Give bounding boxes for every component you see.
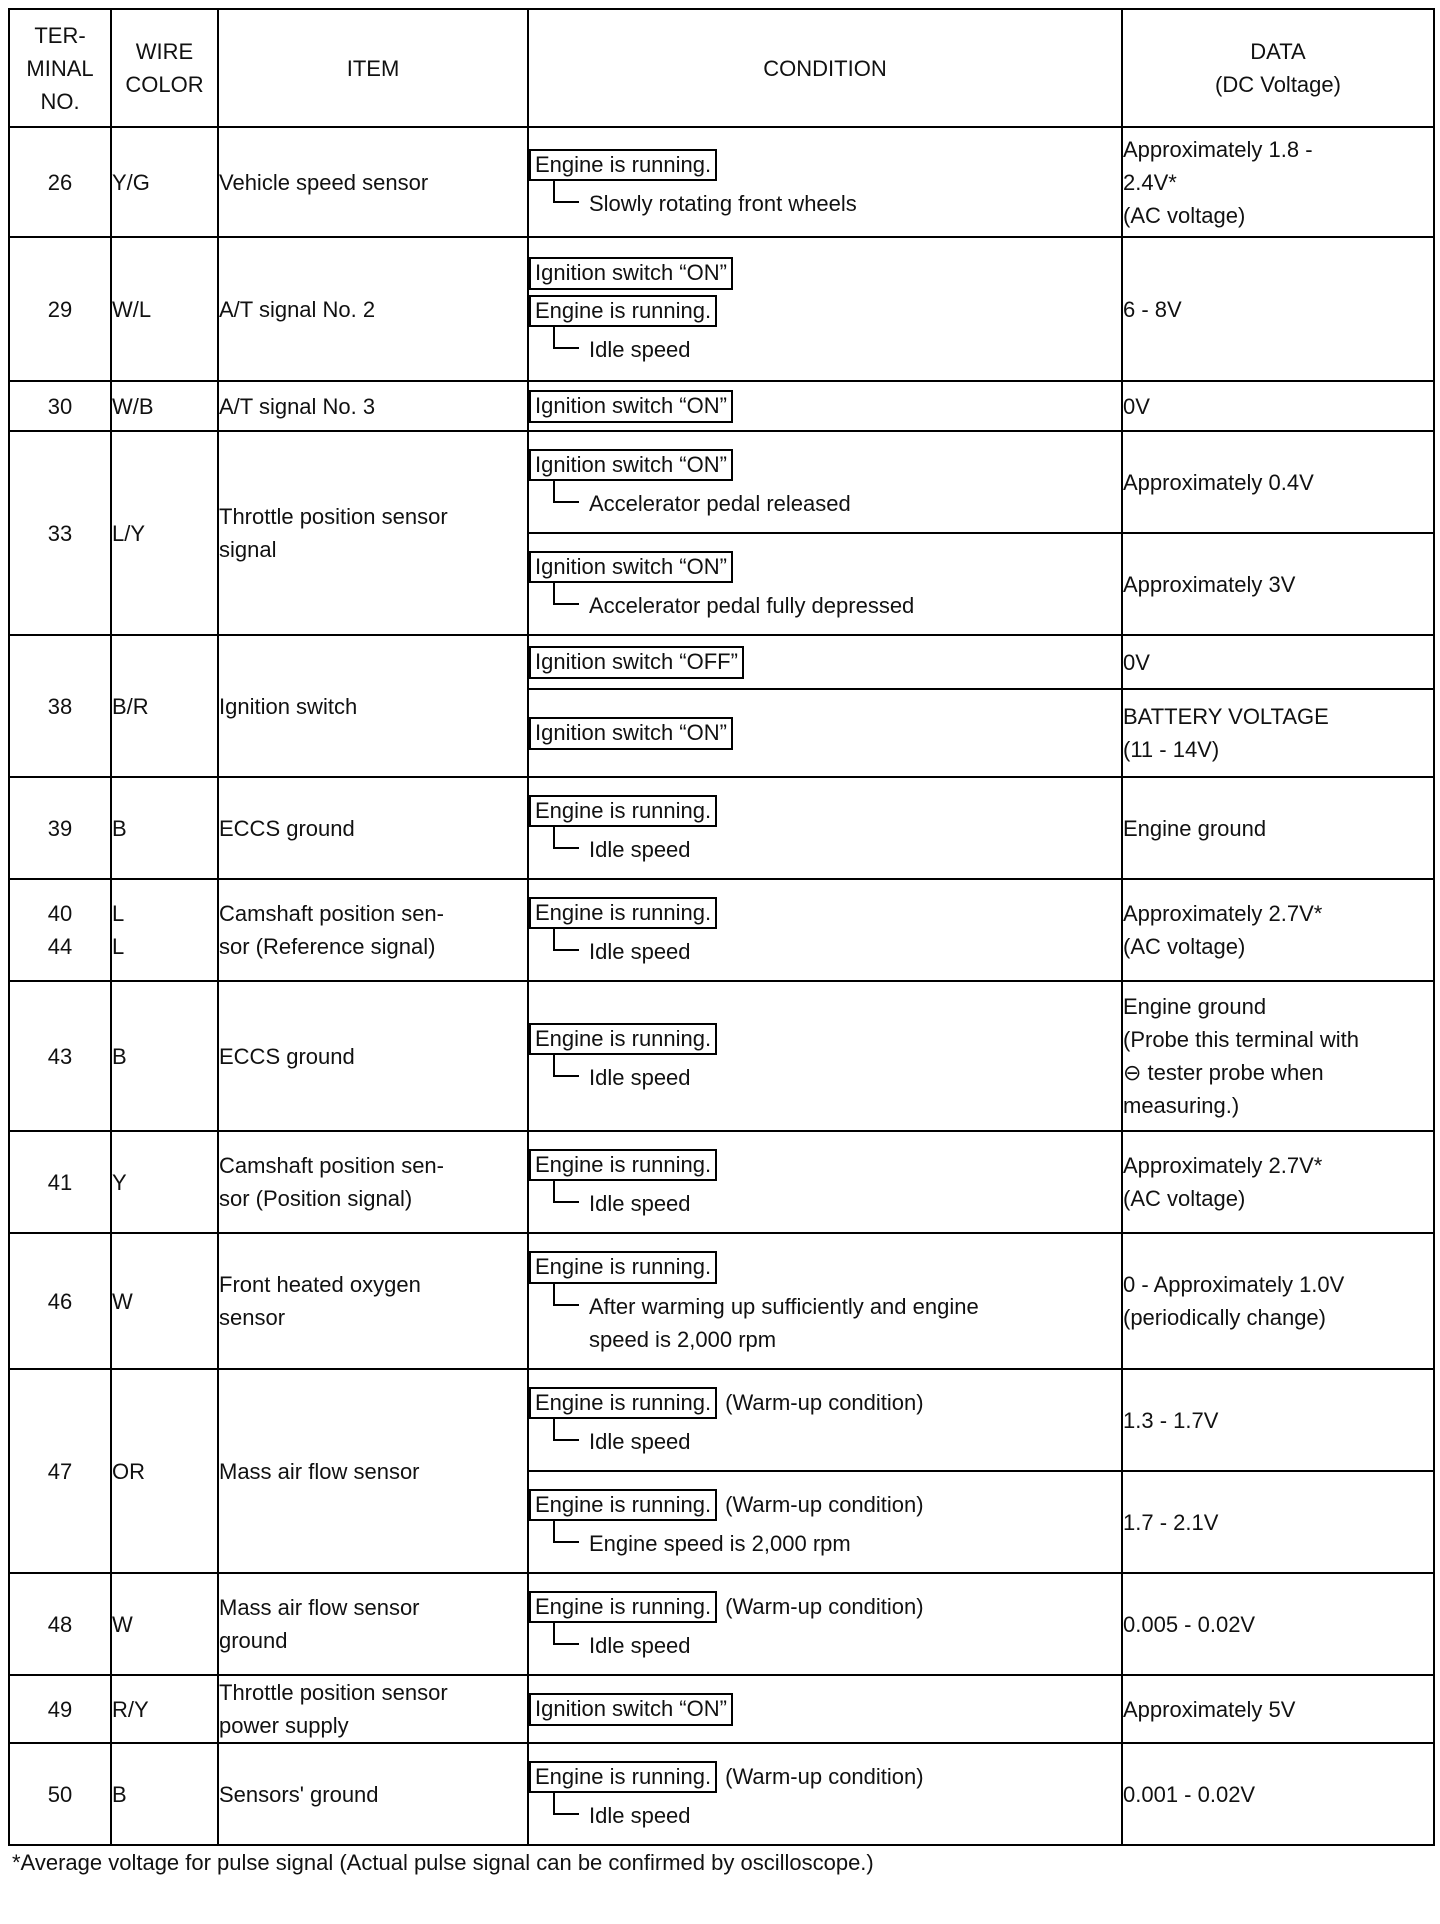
condition-boxed-label: Ignition switch “ON” [529, 717, 733, 750]
item-cell: ECCS ground [218, 981, 528, 1131]
condition-line [529, 256, 1121, 290]
condition-boxed-label: Ignition switch “ON” [529, 449, 733, 482]
table-row [9, 879, 1434, 981]
data-value-cell: Approximately 3V [1122, 533, 1434, 635]
table-row [9, 1743, 1434, 1845]
condition-sub-step: Idle speed [589, 1799, 1121, 1832]
item-cell: Front heated oxygen sensor [218, 1233, 528, 1369]
wire-color-cell: Y/G [111, 127, 218, 237]
condition-sub-step: Idle speed [589, 1187, 1121, 1220]
table-row [9, 777, 1434, 879]
table-row [9, 981, 1434, 1131]
wire-color-cell: B [111, 981, 218, 1131]
condition-cell [528, 1675, 1122, 1743]
condition-boxed-label: Engine is running. [529, 1591, 717, 1624]
data-value-cell: Approximately 2.7V* (AC voltage) [1122, 879, 1434, 981]
wire-color-cell: R/Y [111, 1675, 218, 1743]
condition-line [529, 1386, 1121, 1420]
condition-boxed-label: Engine is running. [529, 1761, 717, 1794]
condition-cell [528, 1233, 1122, 1369]
condition-line [529, 448, 1121, 482]
condition-cell [528, 127, 1122, 237]
wire-color-cell: B [111, 777, 218, 879]
condition-cell [528, 1471, 1122, 1573]
table-body [9, 127, 1434, 1845]
item-cell: Camshaft position sen- sor (Position signal) [218, 1131, 528, 1233]
condition-cell [528, 879, 1122, 981]
item-cell: Mass air flow sensor [218, 1369, 528, 1573]
condition-cell [528, 533, 1122, 635]
condition-line [529, 1590, 1121, 1624]
terminal-number-cell: 48 [9, 1573, 111, 1675]
condition-sub-step: Idle speed [589, 833, 1121, 866]
data-value-cell: 0V [1122, 635, 1434, 689]
table-row [9, 1233, 1434, 1369]
terminal-number-cell: 33 [9, 431, 111, 635]
condition-line [529, 1022, 1121, 1056]
condition-cell [528, 981, 1122, 1131]
table-row [9, 1573, 1434, 1675]
condition-boxed-label: Engine is running. [529, 1251, 717, 1284]
terminal-number-cell: 38 [9, 635, 111, 777]
data-value-cell: BATTERY VOLTAGE (11 - 14V) [1122, 689, 1434, 777]
data-value-cell: 0.005 - 0.02V [1122, 1573, 1434, 1675]
table-row [9, 381, 1434, 431]
table-row [9, 127, 1434, 237]
data-value-cell: 0 - Approximately 1.0V (periodically change) [1122, 1233, 1434, 1369]
condition-boxed-label: Ignition switch “ON” [529, 257, 733, 290]
condition-boxed-label: Engine is running. [529, 795, 717, 828]
condition-boxed-label: Ignition switch “OFF” [529, 646, 744, 679]
condition-boxed-label: Ignition switch “ON” [529, 390, 733, 423]
header-data: DATA (DC Voltage) [1122, 9, 1434, 127]
condition-cell [528, 431, 1122, 533]
terminal-data-table [8, 8, 1435, 1846]
condition-cell [528, 689, 1122, 777]
condition-sub-step: Idle speed [589, 1061, 1121, 1094]
header-terminal-no: TER- MINAL NO. [9, 9, 111, 127]
condition-suffix: (Warm-up condition) [725, 1763, 924, 1789]
table-row [9, 431, 1434, 533]
condition-cell [528, 635, 1122, 689]
condition-line [529, 794, 1121, 828]
condition-cell [528, 1743, 1122, 1845]
item-cell: Vehicle speed sensor [218, 127, 528, 237]
data-value-cell: Engine ground (Probe this terminal with ⊖ tester probe when measuring.) [1122, 981, 1434, 1131]
condition-boxed-label: Engine is running. [529, 1023, 717, 1056]
item-cell: Throttle position sensor signal [218, 431, 528, 635]
condition-suffix: (Warm-up condition) [725, 1593, 924, 1619]
table-row [9, 237, 1434, 381]
table-row [9, 1369, 1434, 1471]
wire-color-cell: Y [111, 1131, 218, 1233]
condition-cell [528, 1573, 1122, 1675]
condition-boxed-label: Engine is running. [529, 1387, 717, 1420]
condition-boxed-label: Engine is running. [529, 897, 717, 930]
condition-line [529, 1488, 1121, 1522]
table-header-row [9, 9, 1434, 127]
condition-line [529, 294, 1121, 328]
item-cell: A/T signal No. 2 [218, 237, 528, 381]
data-value-cell: Engine ground [1122, 777, 1434, 879]
wire-color-cell: W/B [111, 381, 218, 431]
wire-color-cell: W [111, 1233, 218, 1369]
condition-cell [528, 237, 1122, 381]
wire-color-cell: B [111, 1743, 218, 1845]
data-value-cell: 1.3 - 1.7V [1122, 1369, 1434, 1471]
condition-line [529, 1692, 1121, 1726]
condition-sub-step: Idle speed [589, 1629, 1121, 1662]
condition-boxed-label: Engine is running. [529, 1489, 717, 1522]
table-row [9, 635, 1434, 689]
data-value-cell: 0.001 - 0.02V [1122, 1743, 1434, 1845]
condition-cell [528, 1369, 1122, 1471]
data-value-cell: Approximately 0.4V [1122, 431, 1434, 533]
wire-color-cell: L/Y [111, 431, 218, 635]
condition-sub-step: Accelerator pedal released [589, 487, 1121, 520]
data-value-cell: Approximately 1.8 - 2.4V* (AC voltage) [1122, 127, 1434, 237]
condition-cell [528, 777, 1122, 879]
condition-sub-step: Idle speed [589, 333, 1121, 366]
item-cell: ECCS ground [218, 777, 528, 879]
condition-line [529, 645, 1121, 679]
wire-color-cell: OR [111, 1369, 218, 1573]
condition-boxed-label: Engine is running. [529, 1149, 717, 1182]
condition-line [529, 1148, 1121, 1182]
condition-line [529, 1760, 1121, 1794]
terminal-number-cell: 41 [9, 1131, 111, 1233]
condition-sub-step: Engine speed is 2,000 rpm [589, 1527, 1121, 1560]
terminal-number-cell: 39 [9, 777, 111, 879]
wire-color-cell: B/R [111, 635, 218, 777]
table-row [9, 1131, 1434, 1233]
wire-color-cell: W/L [111, 237, 218, 381]
terminal-number-cell: 30 [9, 381, 111, 431]
item-cell: Ignition switch [218, 635, 528, 777]
terminal-number-cell: 29 [9, 237, 111, 381]
condition-suffix: (Warm-up condition) [725, 1389, 924, 1415]
condition-sub-step: After warming up sufficiently and engine speed is 2,000 rpm [589, 1290, 1121, 1356]
item-cell: Throttle position sensor power supply [218, 1675, 528, 1743]
data-value-cell: 1.7 - 2.1V [1122, 1471, 1434, 1573]
item-cell: Sensors' ground [218, 1743, 528, 1845]
wire-color-cell: L L [111, 879, 218, 981]
footnote: *Average voltage for pulse signal (Actual pulse signal can be confirmed by oscilloscope.) [12, 1850, 874, 1875]
ecm-terminal-table-sheet [8, 8, 1433, 1876]
item-cell: A/T signal No. 3 [218, 381, 528, 431]
condition-cell [528, 381, 1122, 431]
terminal-number-cell: 50 [9, 1743, 111, 1845]
data-value-cell: 0V [1122, 381, 1434, 431]
condition-cell [528, 1131, 1122, 1233]
item-cell: Mass air flow sensor ground [218, 1573, 528, 1675]
condition-boxed-label: Ignition switch “ON” [529, 551, 733, 584]
terminal-number-cell: 40 44 [9, 879, 111, 981]
data-value-cell: Approximately 2.7V* (AC voltage) [1122, 1131, 1434, 1233]
data-value-cell: Approximately 5V [1122, 1675, 1434, 1743]
table-row [9, 1675, 1434, 1743]
condition-sub-step: Slowly rotating front wheels [589, 187, 1121, 220]
condition-sub-step: Idle speed [589, 1425, 1121, 1458]
condition-line [529, 1250, 1121, 1284]
condition-boxed-label: Ignition switch “ON” [529, 1693, 733, 1726]
data-value-cell: 6 - 8V [1122, 237, 1434, 381]
header-condition: CONDITION [528, 9, 1122, 127]
wire-color-cell: W [111, 1573, 218, 1675]
header-wire-color: WIRE COLOR [111, 9, 218, 127]
terminal-number-cell: 26 [9, 127, 111, 237]
header-item: ITEM [218, 9, 528, 127]
terminal-number-cell: 43 [9, 981, 111, 1131]
terminal-number-cell: 46 [9, 1233, 111, 1369]
item-cell: Camshaft position sen- sor (Reference signal) [218, 879, 528, 981]
terminal-number-cell: 49 [9, 1675, 111, 1743]
condition-boxed-label: Engine is running. [529, 295, 717, 328]
condition-line [529, 550, 1121, 584]
terminal-number-cell: 47 [9, 1369, 111, 1573]
condition-line [529, 389, 1121, 423]
condition-line [529, 896, 1121, 930]
condition-line [529, 716, 1121, 750]
condition-boxed-label: Engine is running. [529, 149, 717, 182]
condition-sub-step: Accelerator pedal fully depressed [589, 589, 1121, 622]
condition-line [529, 148, 1121, 182]
condition-sub-step: Idle speed [589, 935, 1121, 968]
condition-suffix: (Warm-up condition) [725, 1491, 924, 1517]
